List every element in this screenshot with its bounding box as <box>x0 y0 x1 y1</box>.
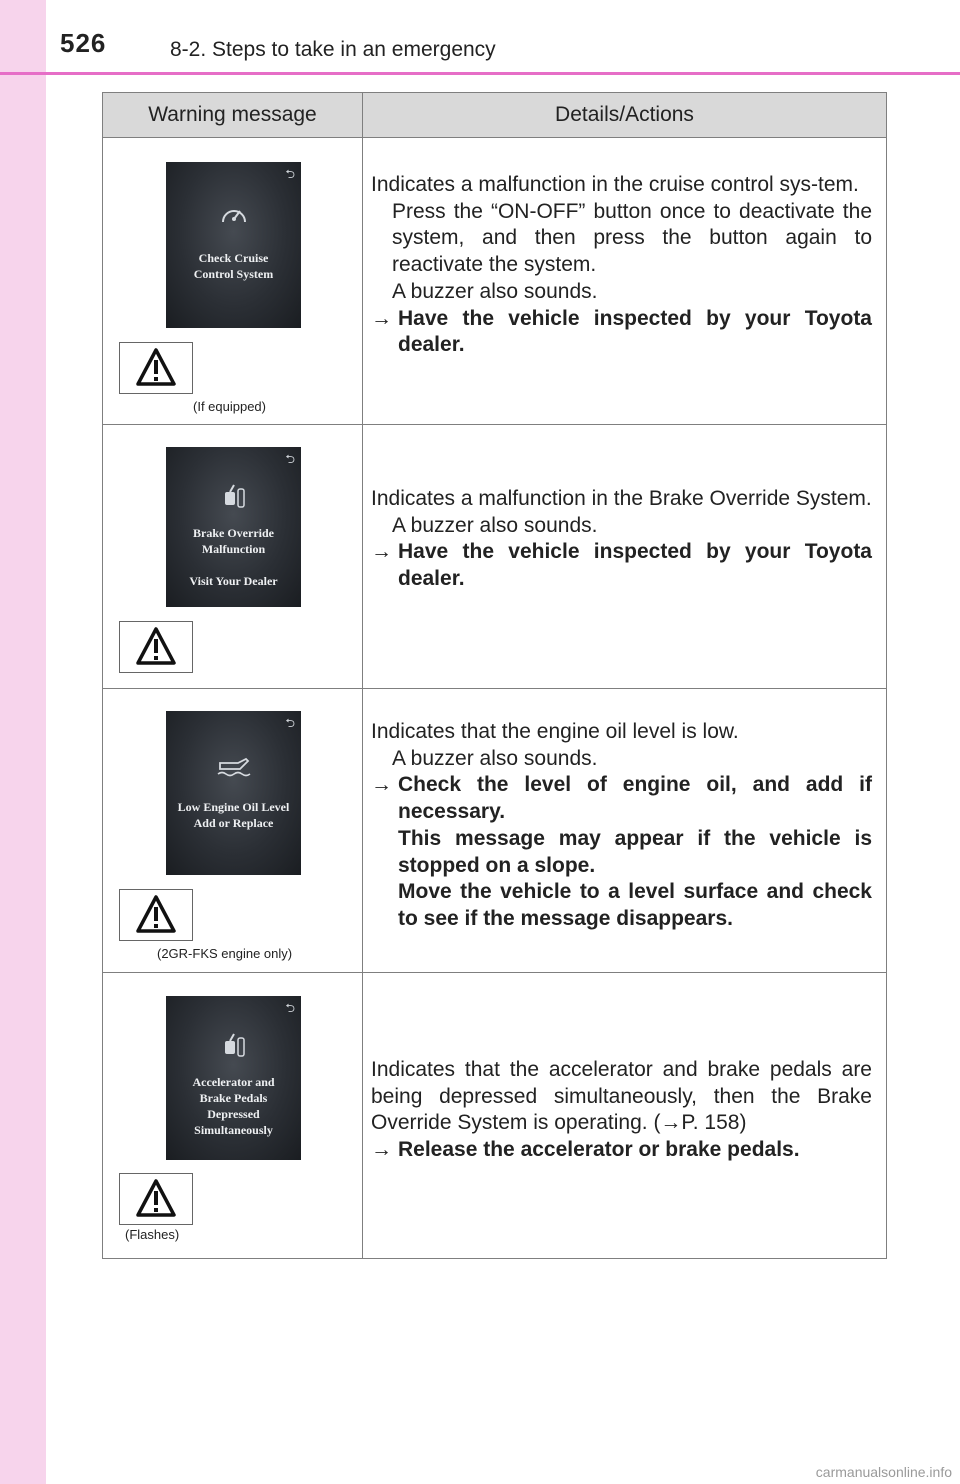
condition-note: (If equipped) <box>193 399 266 414</box>
cruise-control-speedometer-icon <box>166 202 301 233</box>
details-cell <box>363 973 887 1259</box>
condition-note: (2GR-FKS engine only) <box>157 946 293 961</box>
arrow-icon: → <box>371 773 392 797</box>
side-color-band <box>0 0 46 1484</box>
display-screen-image <box>166 162 301 328</box>
detail-sub-text: A buzzer also sounds. <box>392 746 598 770</box>
screen-message-text: Check Cruise Control System <box>193 251 274 281</box>
action-extra-text: This message may appear if the vehicle is stopped on a slope. <box>398 826 872 877</box>
table-row <box>103 138 887 425</box>
back-arrow-icon: ⮌ <box>285 452 295 466</box>
action-text: Have the vehicle inspected by your Toyota dealer. <box>398 306 872 357</box>
action-text: Check the level of engine oil, and add if necessary. <box>398 773 872 824</box>
screen-message-text: Low Engine Oil Level Add or Replace <box>177 800 290 830</box>
screen-message-text: Brake Override Malfunction Visit Your Dealer <box>189 526 278 588</box>
detail-main-text: Indicates a malfunction in the Brake Override System. <box>371 487 872 510</box>
warning-image-cell <box>103 973 363 1259</box>
back-arrow-icon: ⮌ <box>285 167 295 181</box>
display-screen-image <box>166 996 301 1160</box>
arrow-icon: → <box>371 306 392 330</box>
table-row <box>103 425 887 689</box>
arrow-icon: → <box>371 540 392 564</box>
detail-main-text: Indicates a malfunction in the cruise control sys-tem. <box>371 173 859 196</box>
page-number: 526 <box>60 28 107 58</box>
detail-main-text: Indicates that the engine oil level is low. <box>371 720 739 743</box>
oil-can-icon <box>166 755 301 782</box>
action-text: Have the vehicle inspected by your Toyota dealer. <box>398 540 872 591</box>
screen-message-text: Accelerator and Brake Pedals Depressed Simultaneously <box>192 1075 275 1137</box>
detail-main-text: Indicates that the accelerator and brake pedals are being depressed simultaneously, then the Brake Override System is operating. (→P. 158) <box>371 1058 872 1135</box>
warning-triangle-icon <box>119 342 193 394</box>
arrow-icon: → <box>371 1138 392 1162</box>
details-cell <box>363 689 887 973</box>
header-rule <box>0 72 960 75</box>
back-arrow-icon: ⮌ <box>285 1001 295 1015</box>
detail-sub-text: A buzzer also sounds. <box>392 513 598 537</box>
table-header-row <box>103 93 887 138</box>
action-text: Release the accelerator or brake pedals. <box>398 1138 800 1162</box>
detail-sub-text: Press the “ON-OFF” button once to deactivate the system, and then press the button again to reactivate the system. <box>392 199 872 277</box>
warning-triangle-icon <box>119 889 193 941</box>
column-header-details: Details/Actions <box>363 93 887 138</box>
back-arrow-icon: ⮌ <box>285 716 295 730</box>
details-cell <box>363 138 887 425</box>
brake-pedal-icon <box>166 483 301 516</box>
column-header-warning: Warning message <box>103 93 363 138</box>
section-title: 8-2. Steps to take in an emergency <box>170 38 496 61</box>
details-cell <box>363 425 887 689</box>
table-row <box>103 973 887 1259</box>
action-extra-text: Move the vehicle to a level surface and check to see if the message disappears. <box>398 880 872 930</box>
warning-image-cell <box>103 425 363 689</box>
brake-pedal-icon <box>166 1032 301 1065</box>
warning-triangle-icon <box>119 1173 193 1225</box>
detail-sub-text: A buzzer also sounds. <box>392 279 598 303</box>
warning-image-cell <box>103 138 363 425</box>
watermark: carmanualsonline.info <box>815 1464 952 1480</box>
display-screen-image <box>166 711 301 875</box>
condition-note: (Flashes) <box>125 1227 180 1242</box>
display-screen-image <box>166 447 301 607</box>
warning-message-table <box>102 92 887 1259</box>
warning-triangle-icon <box>119 621 193 673</box>
warning-image-cell <box>103 689 363 973</box>
table-row <box>103 689 887 973</box>
